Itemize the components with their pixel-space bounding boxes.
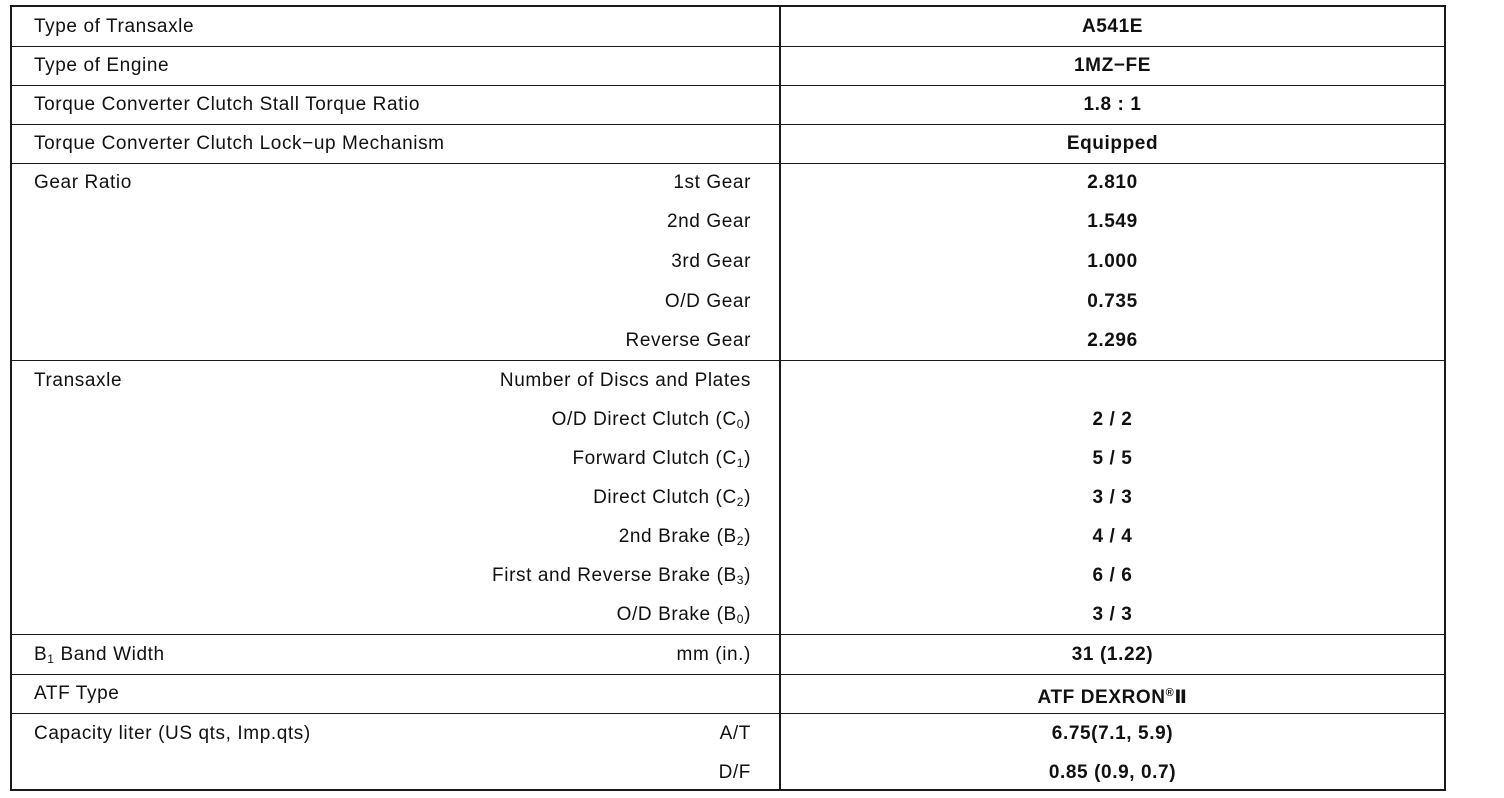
sub-clutch-item: Direct Clutch $(C_2)$ — [593, 487, 751, 509]
sub-gear: 2nd Gear — [666, 211, 751, 232]
label-engine-type: Type of Engine — [34, 55, 170, 76]
gear-ratio-line — [12, 282, 1444, 321]
sub-gear: 1st Gear — [673, 172, 751, 193]
row-capacity — [12, 713, 1444, 791]
value-clutch-item: 5 / 5 — [1092, 448, 1133, 469]
value-gear: 2.296 — [1087, 330, 1138, 351]
value-brake-item: 3 / 3 — [1092, 604, 1133, 625]
capacity-line — [12, 753, 1444, 792]
row-lockup — [12, 124, 1444, 163]
value-engine-type: 1MZ−FE — [1074, 55, 1151, 76]
label-band-width: $B_1$ Band Width — [34, 644, 165, 666]
row-atf-type — [12, 674, 1444, 713]
value-transaxle-type: A541E — [1081, 16, 1144, 37]
value-capacity-df: 0.85 (0.9, 0.7) — [1048, 762, 1177, 783]
row-stall-torque — [12, 85, 1444, 124]
value-band-width: 31 (1.22) — [1071, 644, 1154, 665]
row-transaxle-type — [12, 7, 1444, 46]
sub-clutch-item: O/D Direct Clutch $(C_0)$ — [551, 409, 751, 431]
transaxle-line — [12, 478, 1444, 517]
label-stall-torque: Torque Converter Clutch Stall Torque Ratio — [34, 94, 421, 115]
gear-ratio-line — [12, 321, 1444, 360]
gear-ratio-line — [12, 202, 1444, 241]
value-clutch-item: 3 / 3 — [1092, 487, 1133, 508]
value-brake-item: 6 / 6 — [1092, 565, 1133, 586]
value-atf-type: ATF DEXRON®Ⅱ — [1037, 687, 1188, 708]
value-brake-item: 4 / 4 — [1092, 526, 1133, 547]
sub-clutch-item: Forward Clutch $(C_1)$ — [572, 448, 751, 470]
gear-ratio-line — [12, 163, 1444, 202]
sub-capacity-df: D/F — [718, 762, 751, 783]
row-band-width — [12, 634, 1444, 674]
label-transaxle-type: Type of Transaxle — [34, 16, 195, 37]
sub-brake-item: First and Reverse Brake $(B_3)$ — [492, 565, 751, 587]
sub-gear: O/D Gear — [664, 291, 751, 312]
transaxle-line — [12, 517, 1444, 556]
row-engine-type — [12, 46, 1444, 85]
sub-gear: Reverse Gear — [625, 330, 751, 351]
label-capacity: Capacity liter (US qts, Imp.qts) — [34, 723, 311, 744]
sub-brake-item: 2nd Brake $(B_2)$ — [618, 526, 751, 548]
value-gear: 1.549 — [1087, 211, 1138, 232]
value-capacity-at: 6.75(7.1, 5.9) — [1051, 723, 1174, 744]
label-atf-type: ATF Type — [34, 683, 120, 704]
value-gear: 2.810 — [1087, 172, 1138, 193]
label-gear-ratio: Gear Ratio — [34, 172, 132, 193]
label-transaxle: Transaxle — [34, 370, 123, 391]
sub-capacity-at: A/T — [719, 723, 751, 744]
transaxle-line — [12, 361, 1444, 400]
specification-table — [10, 5, 1446, 791]
gear-ratio-line — [12, 242, 1444, 281]
sub-discs-header: Number of Discs and Plates — [499, 370, 751, 391]
transaxle-line — [12, 400, 1444, 439]
sub-gear: 3rd Gear — [671, 251, 751, 272]
value-clutch-item: 2 / 2 — [1092, 409, 1133, 430]
row-transaxle-discs — [12, 360, 1444, 634]
value-gear: 1.000 — [1087, 251, 1138, 272]
transaxle-line — [12, 556, 1444, 595]
value-stall-torque: 1.8 : 1 — [1083, 94, 1142, 115]
value-gear: 0.735 — [1087, 291, 1138, 312]
transaxle-line — [12, 595, 1444, 634]
value-lockup: Equipped — [1066, 133, 1159, 154]
capacity-line — [12, 714, 1444, 753]
row-gear-ratio — [12, 163, 1444, 360]
label-lockup: Torque Converter Clutch Lock−up Mechanism — [34, 133, 445, 154]
transaxle-line — [12, 439, 1444, 478]
sub-brake-item: O/D Brake $(B_0)$ — [616, 604, 751, 626]
sub-band-width-unit: mm (in.) — [676, 644, 751, 665]
